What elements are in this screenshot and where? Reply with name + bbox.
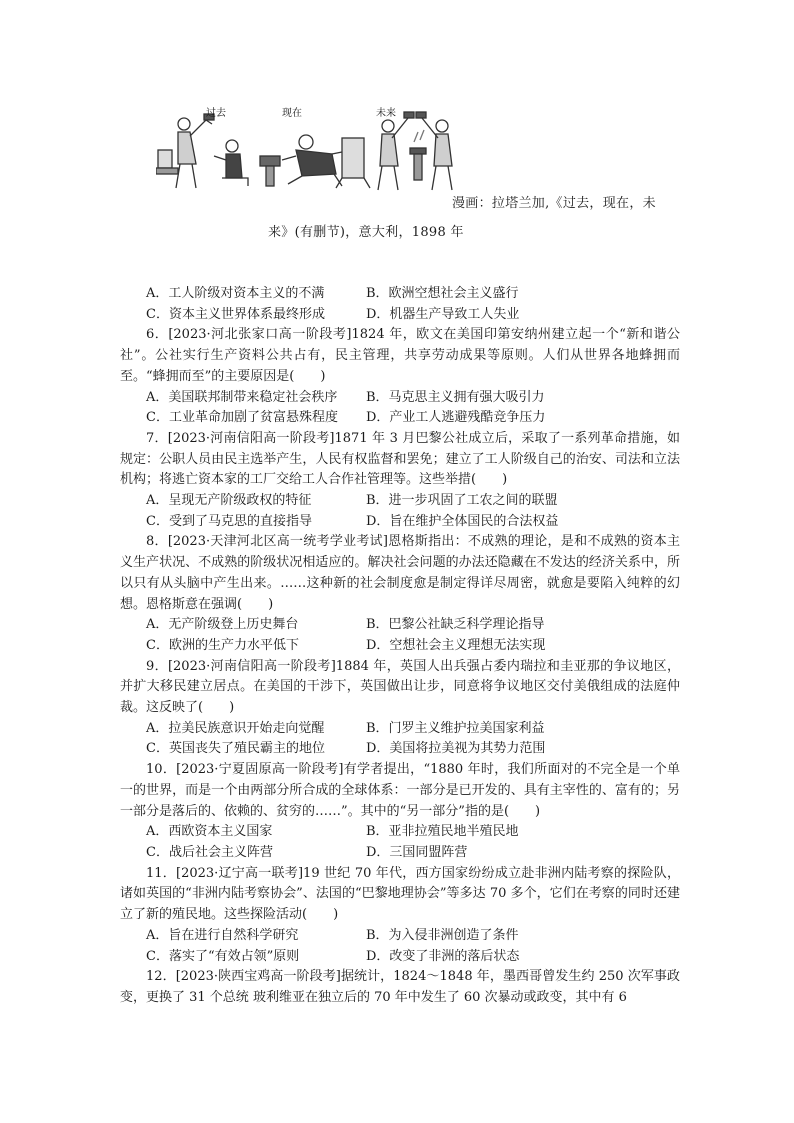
question-10-stem: 10．[2023·宁夏固原高一阶段考]有学者提出，“1880 年时，我们所面对的不完全是一个单一的世界，而是一个由两部分所合成的全球体系：一部分是已开发的、具有主宰性的、富有的；另一部分是落后的、依赖的、贫穷的……”。其中的“另一部分”指的是( ) [120, 762, 680, 819]
q9-option-row [120, 739, 680, 760]
question-9-stem: 9．[2023·河南信阳高一阶段考]1884 年，英国人出兵强占委内瑞拉和圭亚那的争议地区，并扩大移民建立居点。在美国的干涉下，英国做出让步，同意将争议地区交付美俄组成的法庭仲裁。这反映了( ) [120, 658, 680, 716]
q6-option-row [120, 388, 680, 409]
q7-option-row [120, 491, 680, 512]
q10-option-row [120, 822, 680, 843]
q6-option-a[interactable]: A．美国联邦制带来稳定社会秩序 [146, 389, 338, 405]
q11-option-row [120, 926, 680, 947]
question-12-stem: 12．[2023·陕西宝鸡高一阶段考]据统计，1824～1848 年，墨西哥曾发生约 250 次军事政变，更换了 31 个总统 玻利维亚在独立后的 70 年中发生了 60 次暴动或政变，其中有 6 [120, 969, 680, 1005]
q9-option-b[interactable]: B．门罗主义维护拉美国家利益 [366, 720, 545, 736]
cartoon-panel-future [378, 112, 452, 190]
cartoon-panel-past [156, 114, 248, 188]
q5-option-d[interactable]: D．机器生产导致工人失业 [366, 306, 520, 322]
cartoon-illustration [156, 102, 456, 194]
q10-option-d[interactable]: D．三国同盟阵营 [366, 844, 468, 860]
q10-option-c[interactable]: C．战后社会主义阵营 [146, 844, 273, 860]
q6-option-d[interactable]: D．产业工人逃避残酷竞争压力 [366, 410, 546, 426]
q9-option-row [120, 719, 680, 740]
q8-option-row [120, 615, 680, 636]
q8-option-d[interactable]: D．空想社会主义理想无法实现 [366, 637, 546, 653]
q11-option-row [120, 947, 680, 968]
q7-option-d[interactable]: D．旨在维护全体国民的合法权益 [366, 513, 559, 529]
q5-option-b[interactable]: B．欧洲空想社会主义盛行 [366, 286, 519, 301]
q6-option-c[interactable]: C．工业革命加剧了贫富悬殊程度 [146, 410, 338, 426]
q11-option-a[interactable]: A．旨在进行自然科学研究 [146, 927, 299, 943]
question-11-stem: 11．[2023·辽宁高一联考]19 世纪 70 年代，西方国家纷纷成立赴非洲内陆考察的探险队，诸如英国的“非洲内陆考察协会”、法国的“巴黎地理协会”等多达 70 多个，它们在考察的同时还建立了新的殖民地。这些探险活动( ) [120, 865, 680, 923]
q5-option-row [120, 284, 680, 305]
q5-option-row [120, 305, 680, 326]
q7-option-c[interactable]: C．受到了马克思的直接指导 [146, 513, 312, 529]
cartoon-label-present: 现在 [282, 108, 302, 119]
q8-option-c[interactable]: C．欧洲的生产力水平低下 [146, 637, 299, 653]
q11-option-d[interactable]: D．改变了非洲的落后状态 [366, 948, 520, 964]
q7-option-row [120, 512, 680, 533]
question-7-stem: 7．[2023·河南信阳高一阶段考]1871 年 3 月巴黎公社成立后，采取了一系列革命措施，如规定：公职人员由民主选举产生，人民有权监督和罢免；建立了工人阶级自己的治安、司法和立法机构；将逃亡资本家的工厂交给工人合作社管理等。这些举措( ) [120, 430, 680, 488]
q6-option-row [120, 408, 680, 429]
cartoon-panel-present [260, 135, 370, 188]
q11-option-c[interactable]: C．落实了“有效占领”原则 [146, 948, 300, 964]
q10-option-b[interactable]: B．亚非拉殖民地半殖民地 [366, 824, 519, 840]
q9-option-d[interactable]: D．美国将拉美视为其势力范围 [366, 741, 546, 757]
question-8-stem: 8．[2023·天津河北区高一统考学业考试]恩格斯指出：不成熟的理论，是和不成熟的资本主义生产状况、不成熟的阶级状况相适应的。解决社会问题的办法还隐藏在不发达的经济关系中，所以只有从头脑中产生出来。……这种新的社会制度愈是制定得详尽周密，就愈是要陷入纯粹的幻想。恩格斯意在强调( ) [120, 534, 680, 612]
q10-option-row [120, 843, 680, 864]
q7-option-b[interactable]: B．进一步巩固了工农之间的联盟 [366, 493, 558, 509]
cartoon-caption-line1: 漫画：拉塔兰加,《过去，现在，未 [452, 196, 656, 211]
q8-option-a[interactable]: A．无产阶级登上历史舞台 [146, 617, 299, 633]
cartoon-label-future: 未来 [376, 108, 396, 119]
cartoon-caption-line2: 来》(有删节)，意大利，1898 年 [268, 225, 464, 240]
cartoon-label-past: 过去 [206, 108, 226, 119]
q5-option-c[interactable]: C．资本主义世界体系最终形成 [146, 306, 325, 322]
q8-option-b[interactable]: B．巴黎公社缺乏科学理论指导 [366, 617, 545, 633]
q9-option-c[interactable]: C．英国丧失了殖民霸主的地位 [146, 741, 325, 757]
q5-option-a[interactable]: A．工人阶级对资本主义的不满 [146, 286, 325, 301]
question-list [120, 284, 680, 1009]
question-6-stem: 6．[2023·河北张家口高一阶段考]1824 年，欧文在美国印第安纳州建立起一个“新和谐公社”。公社实行生产资料公共占有，民主管理，共享劳动成果等原则。人们从世界各地蜂拥而至。“蜂拥而至”的主要原因是( ) [120, 327, 680, 384]
q7-option-a[interactable]: A．呈现无产阶级政权的特征 [146, 493, 312, 509]
q10-option-a[interactable]: A．西欧资本主义国家 [146, 824, 273, 840]
q9-option-a[interactable]: A．拉美民族意识开始走向觉醒 [146, 720, 325, 736]
q8-option-row [120, 636, 680, 657]
q11-option-b[interactable]: B．为入侵非洲创造了条件 [366, 927, 519, 943]
q6-option-b[interactable]: B．马克思主义拥有强大吸引力 [366, 389, 545, 405]
